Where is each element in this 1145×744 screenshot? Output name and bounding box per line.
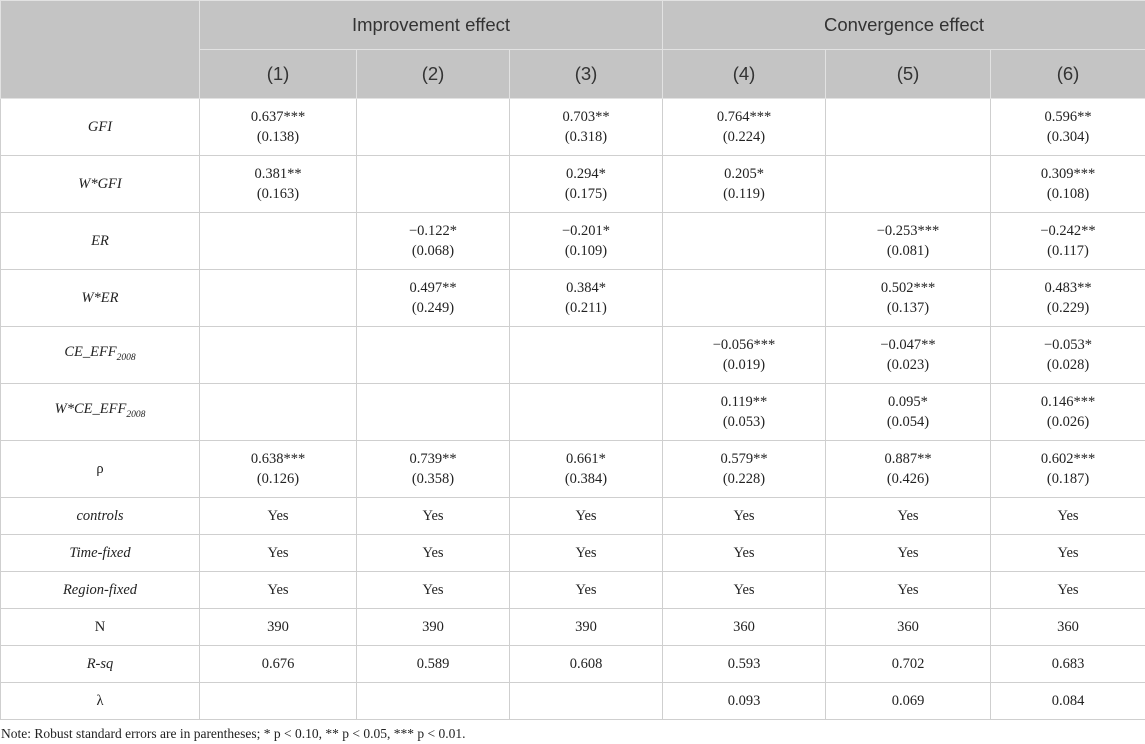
table-cell: 0.589 (357, 646, 510, 683)
standard-error: (0.126) (256, 471, 300, 487)
coefficient: 0.602*** (1040, 451, 1096, 467)
standard-error: (0.019) (722, 357, 766, 373)
standard-error: (0.304) (1046, 129, 1090, 145)
coefficient: 0.739** (409, 451, 457, 467)
table-row (1, 270, 1145, 327)
table-cell (357, 99, 510, 156)
standard-error: (0.163) (256, 186, 300, 202)
row-label (1, 683, 200, 720)
table-cell (663, 384, 826, 441)
table-cell: 0.084 (991, 683, 1145, 720)
row-label-text: ρ (96, 461, 104, 477)
coefficient: 0.095* (888, 394, 928, 410)
group-header-row (1, 1, 1145, 50)
table-row (1, 609, 1145, 646)
group-header-improvement: Improvement effect (200, 1, 663, 50)
row-label (1, 99, 200, 156)
table-row (1, 213, 1145, 270)
table-cell: Yes (991, 535, 1145, 572)
coefficient: 0.381** (254, 166, 302, 182)
table-cell (357, 384, 510, 441)
standard-error: (0.068) (411, 243, 455, 259)
standard-error: (0.175) (564, 186, 608, 202)
table-row (1, 572, 1145, 609)
table-cell (510, 441, 663, 498)
coefficient: 0.703** (562, 109, 610, 125)
table-cell: 390 (510, 609, 663, 646)
table-note: Note: Robust standard errors are in parentheses; * p < 0.10, ** p < 0.05, *** p < 0.01. (1, 726, 466, 741)
table-cell (200, 683, 357, 720)
coefficient: 0.384* (566, 280, 606, 296)
coefficient: −0.047** (880, 337, 936, 353)
table-cell (991, 213, 1145, 270)
standard-error: (0.229) (1046, 300, 1090, 316)
table-cell (991, 441, 1145, 498)
table-cell: 390 (200, 609, 357, 646)
table-cell (826, 327, 991, 384)
table-cell (510, 327, 663, 384)
table-cell: 0.683 (991, 646, 1145, 683)
table-cell (991, 270, 1145, 327)
row-label (1, 327, 200, 384)
table-cell (826, 270, 991, 327)
table-cell (200, 384, 357, 441)
standard-error: (0.228) (722, 471, 766, 487)
table-cell (200, 156, 357, 213)
coefficient: −0.242** (1040, 223, 1096, 239)
table-cell: 0.069 (826, 683, 991, 720)
row-label-text: W*CE_EFF (54, 401, 127, 418)
coefficient: −0.122* (408, 223, 458, 239)
table-cell: Yes (663, 572, 826, 609)
table-cell: Yes (357, 535, 510, 572)
table-cell (510, 213, 663, 270)
coefficient: 0.119** (720, 394, 768, 410)
table-row (1, 646, 1145, 683)
table-cell: Yes (510, 498, 663, 535)
row-label (1, 609, 200, 646)
table-cell: Yes (357, 572, 510, 609)
standard-error: (0.117) (1047, 243, 1089, 259)
table-cell (991, 99, 1145, 156)
table-cell (357, 213, 510, 270)
row-label (1, 535, 200, 572)
table-row (1, 156, 1145, 213)
table-cell (357, 270, 510, 327)
table-cell: 0.093 (663, 683, 826, 720)
table-cell (826, 384, 991, 441)
standard-error: (0.137) (886, 300, 930, 316)
standard-error: (0.119) (723, 186, 765, 202)
standard-error: (0.023) (886, 357, 930, 373)
table-row (1, 535, 1145, 572)
coefficient: 0.294* (566, 166, 606, 182)
table-cell (826, 156, 991, 213)
table-cell (663, 213, 826, 270)
table-row (1, 99, 1145, 156)
standard-error: (0.026) (1046, 414, 1090, 430)
column-header: (2) (357, 50, 510, 99)
table-cell (663, 441, 826, 498)
table-cell: Yes (510, 535, 663, 572)
coefficient: 0.205* (724, 166, 764, 182)
standard-error: (0.211) (565, 300, 607, 316)
row-label (1, 270, 200, 327)
row-label-subscript: 2008 (116, 352, 136, 363)
row-label-text: Time-fixed (69, 545, 131, 561)
table-cell: 0.593 (663, 646, 826, 683)
standard-error: (0.384) (564, 471, 608, 487)
standard-error: (0.358) (411, 471, 455, 487)
table-cell: 0.702 (826, 646, 991, 683)
table-row (1, 683, 1145, 720)
table-cell: Yes (510, 572, 663, 609)
table-cell: Yes (991, 498, 1145, 535)
coefficient: 0.887** (884, 451, 932, 467)
standard-error: (0.108) (1046, 186, 1090, 202)
coefficient: −0.056*** (712, 337, 776, 353)
row-label (1, 213, 200, 270)
table-cell: Yes (200, 572, 357, 609)
row-label (1, 384, 200, 441)
row-label-text: controls (76, 508, 124, 524)
row-label (1, 441, 200, 498)
table-cell (200, 441, 357, 498)
coefficient: −0.053* (1043, 337, 1093, 353)
table-cell (357, 156, 510, 213)
table-cell (510, 99, 663, 156)
coefficient: 0.596** (1044, 109, 1092, 125)
coefficient: −0.201* (561, 223, 611, 239)
table-cell: 390 (357, 609, 510, 646)
standard-error: (0.318) (564, 129, 608, 145)
table-cell: Yes (663, 535, 826, 572)
coefficient: −0.253*** (876, 223, 940, 239)
row-label-text: W*ER (81, 290, 119, 306)
row-label (1, 156, 200, 213)
table-cell (510, 156, 663, 213)
table-cell (991, 327, 1145, 384)
table-row (1, 327, 1145, 384)
column-header: (5) (826, 50, 991, 99)
table-cell: Yes (200, 498, 357, 535)
row-label (1, 572, 200, 609)
table-cell (826, 441, 991, 498)
coefficient: 0.309*** (1040, 166, 1096, 182)
row-label-text: Region-fixed (62, 582, 138, 598)
coefficient: 0.638*** (250, 451, 306, 467)
table-cell: Yes (200, 535, 357, 572)
table-cell: Yes (663, 498, 826, 535)
table-cell (200, 99, 357, 156)
standard-error: (0.054) (886, 414, 930, 430)
coefficient: 0.661* (566, 451, 606, 467)
table-cell (200, 327, 357, 384)
row-label (1, 646, 200, 683)
table-row (1, 498, 1145, 535)
column-header: (1) (200, 50, 357, 99)
table-cell: 360 (991, 609, 1145, 646)
standard-error: (0.249) (411, 300, 455, 316)
table-cell: 0.676 (200, 646, 357, 683)
table-cell (510, 270, 663, 327)
column-header: (6) (991, 50, 1145, 99)
coefficient: 0.146*** (1040, 394, 1096, 410)
table-cell (357, 441, 510, 498)
table-cell: Yes (826, 572, 991, 609)
group-header-convergence: Convergence effect (663, 1, 1145, 50)
table-row (1, 441, 1145, 498)
table-cell: 360 (663, 609, 826, 646)
coefficient: 0.637*** (250, 109, 306, 125)
header-corner (1, 1, 200, 99)
row-label-text: ER (91, 233, 109, 249)
table-cell (510, 384, 663, 441)
table-cell (510, 683, 663, 720)
table-cell (357, 683, 510, 720)
row-label-text: CE_EFF (64, 344, 117, 361)
table-cell (663, 327, 826, 384)
table-cell (663, 156, 826, 213)
standard-error: (0.109) (564, 243, 608, 259)
row-label-text: R-sq (86, 656, 114, 672)
standard-error: (0.028) (1046, 357, 1090, 373)
table-cell (357, 327, 510, 384)
standard-error: (0.187) (1046, 471, 1090, 487)
table-cell (991, 384, 1145, 441)
table-cell (826, 99, 991, 156)
table-cell: Yes (826, 535, 991, 572)
table-cell: 0.608 (510, 646, 663, 683)
row-label-text: GFI (87, 119, 113, 135)
row-label (1, 498, 200, 535)
row-label-subscript: 2008 (126, 409, 146, 420)
row-label-text: N (94, 619, 106, 635)
table-cell: Yes (991, 572, 1145, 609)
standard-error: (0.224) (722, 129, 766, 145)
coefficient: 0.579** (720, 451, 768, 467)
table-cell (826, 213, 991, 270)
table-cell (663, 270, 826, 327)
coefficient: 0.497** (409, 280, 457, 296)
coefficient: 0.502*** (880, 280, 936, 296)
coefficient: 0.764*** (716, 109, 772, 125)
table-cell: Yes (826, 498, 991, 535)
row-label-text: W*GFI (78, 176, 122, 192)
table-cell: 360 (826, 609, 991, 646)
table-cell (200, 270, 357, 327)
column-header: (4) (663, 50, 826, 99)
standard-error: (0.138) (256, 129, 300, 145)
table-cell (663, 99, 826, 156)
standard-error: (0.053) (722, 414, 766, 430)
standard-error: (0.081) (886, 243, 930, 259)
row-label-text: λ (96, 693, 104, 709)
table-row (1, 384, 1145, 441)
column-header: (3) (510, 50, 663, 99)
table-body (1, 99, 1145, 720)
table-cell (991, 156, 1145, 213)
standard-error: (0.426) (886, 471, 930, 487)
table-cell: Yes (357, 498, 510, 535)
table-cell (200, 213, 357, 270)
coefficient: 0.483** (1044, 280, 1092, 296)
